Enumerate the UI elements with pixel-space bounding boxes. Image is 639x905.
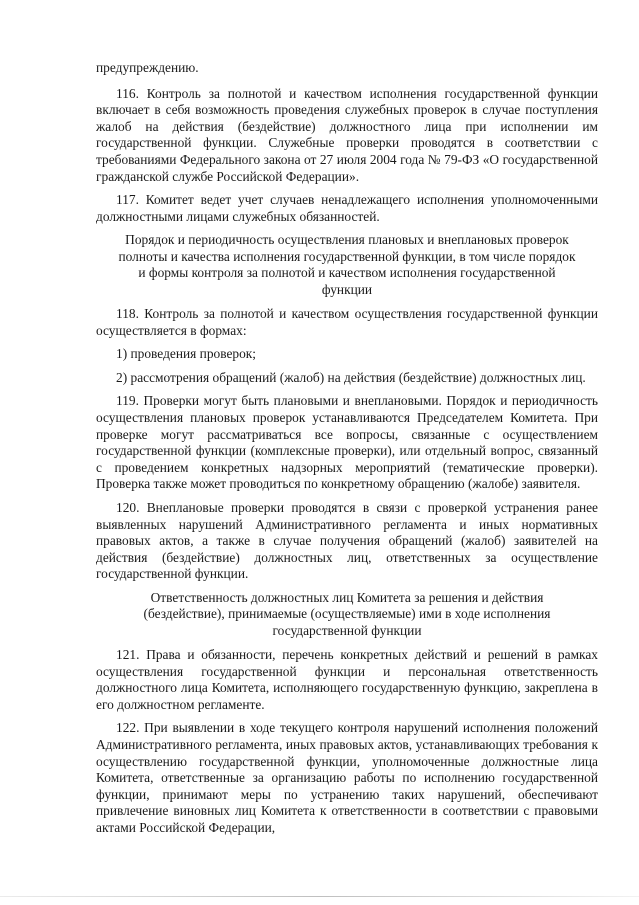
paragraph-119: 119. Проверки могут быть плановыми и внеплановыми. Порядок и периодичность осуществления плановых проверок устанавливаются Председателем Комитета. При проверке могут рассматриваться все вопросы, связанные с осуществлением государственной функции (комплексные проверки), или отдельный вопрос, связанный с проведением конкретных надзорных мероприятий (тематические проверки). Проверка также может проводиться по конкретному обращению (жалобе) заявителя. (96, 393, 598, 492)
paragraph-121: 121. Права и обязанности, перечень конкретных действий и решений в рамках осуществления государственной функции и персональная ответственность должностного лица Комитета, исполняющего государственную функцию, закреплена в его должностном регламенте. (96, 647, 598, 712)
paragraph-122: 122. При выявлении в ходе текущего контроля нарушений исполнения положений Административного регламента, иных правовых актов, устанавливающих требования к осуществлению государственной функции, уполномоченные должностные лица Комитета, ответственные за организацию работы по исполнению государственной функции, принимают меры по устранению таких нарушений, обеспечивают привлечение виновных лиц Комитета к ответственности в соответствии с правовыми актами Российской Федерации, (96, 720, 598, 836)
paragraph-116: 116. Контроль за полнотой и качеством исполнения государственной функции включает в себя возможность проведения служебных проверок в случае поступления жалоб на действия (бездействие) должностного лица при исполнении им государственной функции. Служебные проверки проводятся в соответствии с требованиями Федерального закона от 27 июля 2004 года № 79-ФЗ «О государственной гражданской службе Российской Федерации». (96, 85, 598, 184)
section-heading-responsibility: Ответственность должностных лиц Комитета за решения и действия (бездействие), принимаемые (осуществляемые) ими в ходе исполнения государственной функции (143, 589, 551, 638)
paragraph-continuation: предупреждению. (96, 60, 199, 75)
list-item-118-1: 1) проведения проверок; (116, 346, 257, 362)
paragraph-120: 120. Внеплановые проверки проводятся в связи с проверкой устранения ранее выявленных нарушений Административного регламента и иных нормативных правовых актов, а также в случае получения обращений (жалоб) заявителей на действия (бездействие) должностных лиц, ответственных за осуществление государственной функции. (96, 499, 598, 582)
paragraph-118: 118. Контроль за полнотой и качеством осуществления государственной функции осуществляется в формах: (96, 305, 598, 338)
list-item-118-2: 2) рассмотрения обращений (жалоб) на действия (бездействие) должностных лиц. (116, 369, 586, 385)
document-page (96, 60, 598, 844)
paragraph-117: 117. Комитет ведет учет случаев ненадлежащего исполнения уполномоченными должностными лицами служебных обязанностей. (96, 192, 598, 224)
scan-edge-line (0, 896, 639, 897)
section-heading-inspections: Порядок и периодичность осуществления плановых и внеплановых проверок полноты и качества исполнения государственной функции, в том числе порядок и формы контроля за полнотой и качеством исполнения государственной функции (118, 232, 576, 297)
